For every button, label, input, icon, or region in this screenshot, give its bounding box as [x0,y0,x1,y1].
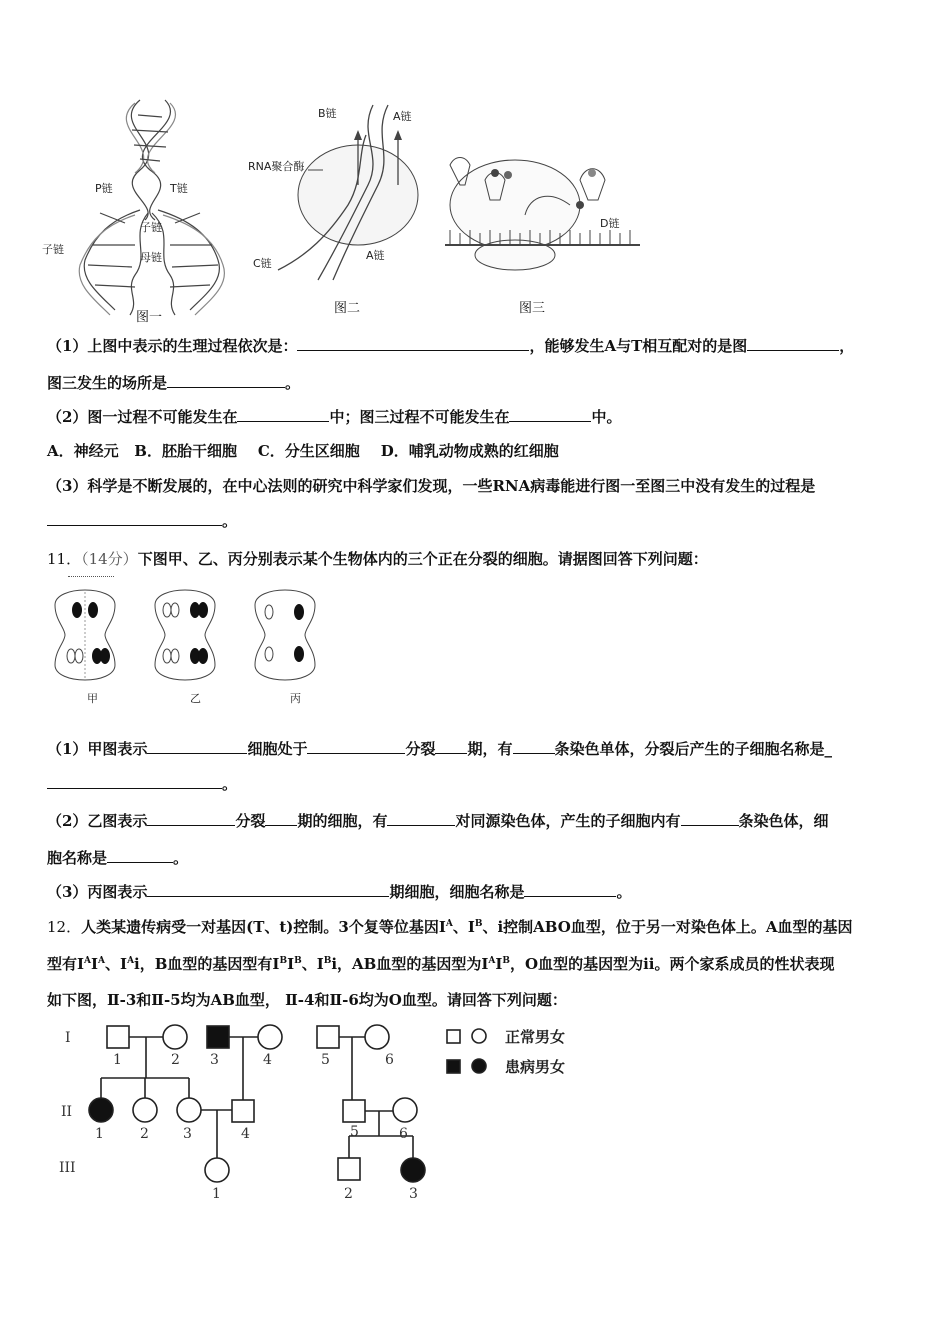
q12-l2-d: i，B血型的基因型有I [134,955,280,973]
a-chain-bottom-label: A链 [366,249,385,262]
q11-stem [47,548,708,570]
q10-part1-line2 [47,372,300,394]
q12-l2-e: I [287,955,295,973]
q10-part1-line1 [47,335,854,357]
q10-part3-line1: （3）科学是不断发展的，在中心法则的研究中科学家们发现，一些RNA病毒能进行图一至图三中没有发生的过程是 [47,477,816,495]
q10-p1-a: （1）上图中表示的生理过程依次是： [47,337,298,355]
q12-l1-a: 人类某遗传病受一对基因(T、t)控制。3个复等位基因I [81,918,446,936]
q11-part1-line2 [47,773,237,795]
q11-p1-f: 。 [222,775,238,793]
q11-p2-c: 期的细胞，有 [297,812,388,830]
q10-p2-c: 中。 [591,408,622,426]
pedigree-num: 3 [409,1186,418,1202]
answer-blank[interactable] [147,881,389,897]
answer-blank[interactable] [307,738,405,754]
q11-p1-e: 条染色单体，分裂后产生的子细胞名称是_ [554,740,833,758]
q12-l2-c: 、I [105,955,128,973]
q11-p2-b: 分裂 [235,812,266,830]
figure-three-translation [430,145,650,275]
sup-a: A [98,956,106,966]
q11-p3-a: （3）丙图表示 [47,883,148,901]
pedigree-num: 2 [140,1126,149,1142]
q10-p1-e: 。 [285,374,301,392]
pedigree-num: 5 [321,1052,330,1068]
q11-p1-c: 分裂 [405,740,436,758]
q11-number: 11． [47,550,82,568]
q11-part2-line1 [47,810,829,832]
figure-one-caption: 图一 [136,310,163,325]
pedigree-num: 2 [171,1052,180,1068]
figure-one-dna-replication [40,95,250,325]
q10-p2-a: （2）图一过程不可能发生在 [47,408,238,426]
q10-p1-b: ，能够发生A与T相互配对的是图 [529,337,748,355]
q10-p1-d: 图三发生的场所是 [47,374,168,392]
sup-b: B [323,956,332,966]
answer-blank[interactable] [47,510,222,526]
q11-p2-f: 胞名称是 [47,849,108,867]
legend-affected-label: 患病男女 [505,1058,566,1076]
answer-blank[interactable] [107,847,173,863]
cell-yi-label: 乙 [190,692,201,705]
answer-blank[interactable] [147,738,247,754]
pedigree-chart [55,1018,615,1208]
q11-p3-b: 期细胞，细胞名称是 [389,883,525,901]
pedigree-num: 1 [95,1126,104,1142]
q12-l2-f: 、I [301,955,324,973]
cell-jia-label: 甲 [87,692,98,705]
answer-blank[interactable] [237,406,329,422]
q10-part2 [47,406,621,428]
q10-options: A．神经元 B．胚胎干细胞 C．分生区细胞 D．哺乳动物成熟的红细胞 [47,442,559,460]
answer-blank[interactable] [435,738,467,754]
pedigree-num: 3 [183,1126,192,1142]
generation-1-label: I [65,1030,71,1046]
q11-p1-b: 细胞处于 [247,740,308,758]
q12-l2-i: ，O血型的基因型为ii。两个家系成员的性状表现 [510,955,835,973]
figure-two-caption: 图二 [334,301,361,316]
q10-p2-b: 中；图三过程不可能发生在 [329,408,510,426]
q11-p1-a: （1）甲图表示 [47,740,148,758]
answer-blank[interactable] [147,810,235,826]
generation-3-label: III [59,1160,76,1176]
q12-l2-b: I [91,955,99,973]
c-chain-label: C链 [253,257,272,270]
b-chain-label: B链 [318,107,337,120]
q12-l1-b: 、I [452,918,475,936]
sup-a: A [445,919,453,929]
q12-l2-a: 型有I [47,955,85,973]
q12-l2-h: I [495,955,503,973]
q11-stem-text: 下图甲、乙、丙分别表示某个生物体内的三个正在分裂的细胞。请据图回答下列问题： [137,550,708,568]
answer-blank[interactable] [524,881,616,897]
pedigree-num: 2 [344,1186,353,1202]
t-chain-label: T链 [170,182,188,195]
q12-line3: 如下图，Ⅱ-3和Ⅱ-5均为AB血型， Ⅱ-4和Ⅱ-6均为O血型。请回答下列问题： [47,991,567,1009]
q12-line1 [47,916,852,938]
d-chain-label: D链 [600,217,620,230]
sup-b: B [474,919,483,929]
pedigree-num: 3 [210,1052,219,1068]
legend-normal-label: 正常男女 [505,1028,566,1046]
q12-number: 12． [47,918,82,936]
answer-blank[interactable] [681,810,739,826]
figure-three-caption: 图三 [519,301,546,316]
answer-blank[interactable] [513,738,555,754]
q11-p2-d: 对同源染色体，产生的子细胞内有 [455,812,681,830]
pedigree-num: 6 [399,1126,408,1142]
answer-blank[interactable] [747,335,839,351]
sup-b: B [502,956,511,966]
q12-line2 [47,953,834,975]
q10-p1-c: ， [839,337,855,355]
a-chain-top-label: A链 [393,110,412,123]
p-chain-label: P链 [95,182,113,195]
pedigree-num: 1 [113,1052,122,1068]
generation-2-label: II [61,1104,73,1120]
q11-p3-c: 。 [616,883,632,901]
q10-p3-b: 。 [222,512,238,530]
sup-b: B [294,956,302,966]
pedigree-num: 1 [212,1186,221,1202]
sup-a: A [84,956,92,966]
q10-part3-line2 [47,510,237,532]
sup-a: A [488,956,496,966]
answer-blank[interactable] [47,773,222,789]
q11-part3 [47,881,631,903]
q11-p1-d: 期，有 [467,740,513,758]
q11-p2-a: （2）乙图表示 [47,812,148,830]
figure-two-transcription [248,95,438,295]
sup-a: A [127,956,135,966]
rna-polymerase-label: RNA聚合酶 [248,160,305,173]
answer-blank[interactable] [167,372,285,388]
q12-l2-g: i，AB血型的基因型为I [331,955,489,973]
answer-blank[interactable] [297,335,529,351]
answer-blank[interactable] [387,810,455,826]
cell-bing-label: 丙 [290,692,301,705]
zi-chain-left-label: 子链 [42,243,64,256]
q11-p2-e: 条染色体，细 [738,812,829,830]
dotted-mark [68,576,114,577]
answer-blank[interactable] [265,810,297,826]
answer-blank[interactable] [509,406,591,422]
pedigree-num: 4 [263,1052,272,1068]
q12-l1-c: 、i控制ABO血型，位于另一对染色体上。A血型的基因 [482,918,853,936]
pedigree-num: 6 [385,1052,394,1068]
mu-chain-label: 母链 [140,251,162,264]
pedigree-num: 5 [350,1124,359,1140]
zi-chain-mid-label: 子链 [140,221,162,234]
q11-part2-line2 [47,847,188,869]
q11-score: （14分） [81,550,138,568]
q11-p2-g: 。 [173,849,189,867]
sup-b: B [279,956,288,966]
dividing-cells-figure [45,580,335,710]
pedigree-num: 4 [241,1126,250,1142]
q11-part1-line1 [47,738,832,760]
